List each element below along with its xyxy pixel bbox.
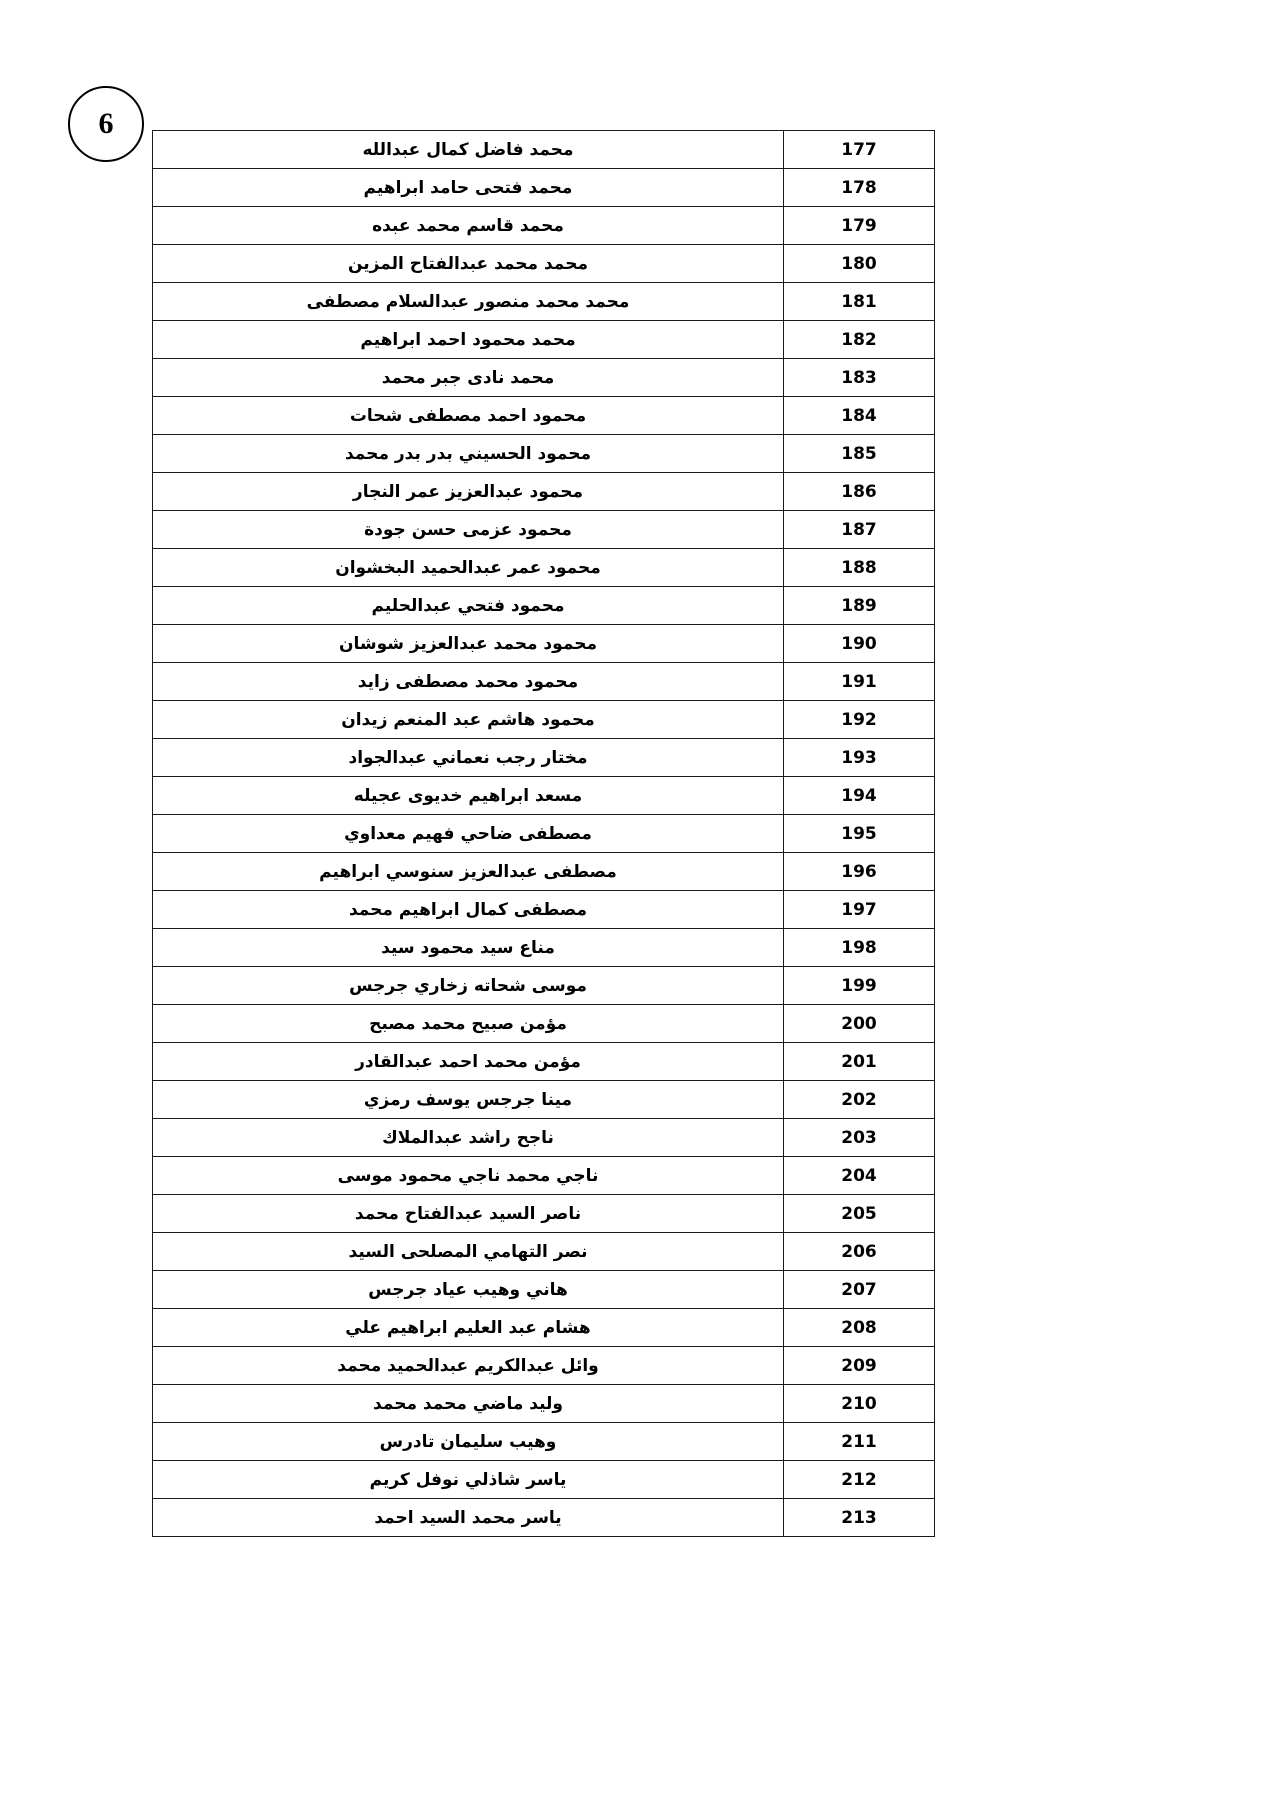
- row-number-cell: 180: [784, 245, 935, 283]
- row-name-cell: محمد محمد عبدالفتاح المزين: [153, 245, 784, 283]
- row-number-cell: 201: [784, 1043, 935, 1081]
- row-number-cell: 197: [784, 891, 935, 929]
- row-number-cell: 185: [784, 435, 935, 473]
- row-name-cell: محمود فتحي عبدالحليم: [153, 587, 784, 625]
- table-row: [153, 1347, 935, 1385]
- row-number-cell: 195: [784, 815, 935, 853]
- row-number-cell: 199: [784, 967, 935, 1005]
- row-number-cell: 179: [784, 207, 935, 245]
- row-name-cell: ناجح راشد عبدالملاك: [153, 1119, 784, 1157]
- row-number-cell: 200: [784, 1005, 935, 1043]
- row-name-cell: وليد ماضي محمد محمد: [153, 1385, 784, 1423]
- page-number-badge: 6: [68, 86, 144, 162]
- row-name-cell: محمد نادى جبر محمد: [153, 359, 784, 397]
- names-table-container: [152, 130, 935, 1537]
- row-name-cell: مينا جرجس يوسف رمزي: [153, 1081, 784, 1119]
- table-row: [153, 777, 935, 815]
- row-name-cell: مصطفى كمال ابراهيم محمد: [153, 891, 784, 929]
- row-number-cell: 194: [784, 777, 935, 815]
- row-number-cell: 187: [784, 511, 935, 549]
- row-name-cell: محمد فتحى حامد ابراهيم: [153, 169, 784, 207]
- table-row: [153, 207, 935, 245]
- row-number-cell: 188: [784, 549, 935, 587]
- table-row: [153, 587, 935, 625]
- table-row: [153, 701, 935, 739]
- row-name-cell: ناجي محمد ناجي محمود موسى: [153, 1157, 784, 1195]
- row-name-cell: محمد فاضل كمال عبدالله: [153, 131, 784, 169]
- row-name-cell: هاني وهيب عياد جرجس: [153, 1271, 784, 1309]
- row-number-cell: 205: [784, 1195, 935, 1233]
- row-name-cell: مناع سيد محمود سيد: [153, 929, 784, 967]
- row-name-cell: محمود الحسيني بدر بدر محمد: [153, 435, 784, 473]
- row-name-cell: محمود عزمى حسن جودة: [153, 511, 784, 549]
- row-name-cell: وهيب سليمان تادرس: [153, 1423, 784, 1461]
- table-row: [153, 1233, 935, 1271]
- row-name-cell: ياسر محمد السيد احمد: [153, 1499, 784, 1537]
- row-name-cell: ياسر شاذلي نوفل كريم: [153, 1461, 784, 1499]
- table-row: [153, 891, 935, 929]
- row-name-cell: محمود هاشم عبد المنعم زيدان: [153, 701, 784, 739]
- table-row: [153, 1119, 935, 1157]
- table-row: [153, 1081, 935, 1119]
- table-row: [153, 131, 935, 169]
- row-number-cell: 203: [784, 1119, 935, 1157]
- row-name-cell: ناصر السيد عبدالفتاح محمد: [153, 1195, 784, 1233]
- table-row: [153, 1271, 935, 1309]
- table-row: [153, 549, 935, 587]
- row-number-cell: 189: [784, 587, 935, 625]
- table-row: [153, 435, 935, 473]
- row-name-cell: نصر التهامي المصلحى السيد: [153, 1233, 784, 1271]
- row-name-cell: محمود عبدالعزيز عمر النجار: [153, 473, 784, 511]
- row-name-cell: وائل عبدالكريم عبدالحميد محمد: [153, 1347, 784, 1385]
- table-row: [153, 1499, 935, 1537]
- table-row: [153, 853, 935, 891]
- table-row: [153, 1461, 935, 1499]
- row-number-cell: 213: [784, 1499, 935, 1537]
- row-number-cell: 190: [784, 625, 935, 663]
- row-number-cell: 204: [784, 1157, 935, 1195]
- row-name-cell: محمد قاسم محمد عبده: [153, 207, 784, 245]
- row-name-cell: مصطفى ضاحي فهيم معداوي: [153, 815, 784, 853]
- row-number-cell: 177: [784, 131, 935, 169]
- table-row: [153, 397, 935, 435]
- names-table-body: [153, 131, 935, 1537]
- table-row: [153, 1309, 935, 1347]
- row-number-cell: 209: [784, 1347, 935, 1385]
- table-row: [153, 967, 935, 1005]
- row-name-cell: مؤمن صبيح محمد مصبح: [153, 1005, 784, 1043]
- row-name-cell: مصطفى عبدالعزيز سنوسي ابراهيم: [153, 853, 784, 891]
- row-number-cell: 202: [784, 1081, 935, 1119]
- table-row: [153, 1043, 935, 1081]
- row-number-cell: 192: [784, 701, 935, 739]
- table-row: [153, 929, 935, 967]
- table-row: [153, 625, 935, 663]
- row-name-cell: محمد محمد منصور عبدالسلام مصطفى: [153, 283, 784, 321]
- row-number-cell: 183: [784, 359, 935, 397]
- table-row: [153, 1195, 935, 1233]
- row-name-cell: محمد محمود احمد ابراهيم: [153, 321, 784, 359]
- row-name-cell: محمود احمد مصطفى شحات: [153, 397, 784, 435]
- row-name-cell: محمود محمد عبدالعزيز شوشان: [153, 625, 784, 663]
- table-row: [153, 1157, 935, 1195]
- row-number-cell: 193: [784, 739, 935, 777]
- row-name-cell: مسعد ابراهيم خديوى عجيله: [153, 777, 784, 815]
- row-number-cell: 208: [784, 1309, 935, 1347]
- row-number-cell: 191: [784, 663, 935, 701]
- table-row: [153, 511, 935, 549]
- row-name-cell: محمود عمر عبدالحميد البخشوان: [153, 549, 784, 587]
- table-row: [153, 245, 935, 283]
- table-row: [153, 321, 935, 359]
- row-name-cell: هشام عبد العليم ابراهيم علي: [153, 1309, 784, 1347]
- row-number-cell: 196: [784, 853, 935, 891]
- row-number-cell: 198: [784, 929, 935, 967]
- table-row: [153, 1385, 935, 1423]
- table-row: [153, 359, 935, 397]
- row-number-cell: 181: [784, 283, 935, 321]
- table-row: [153, 1005, 935, 1043]
- row-number-cell: 211: [784, 1423, 935, 1461]
- table-row: [153, 739, 935, 777]
- row-name-cell: موسى شحاته زخاري جرجس: [153, 967, 784, 1005]
- row-number-cell: 186: [784, 473, 935, 511]
- row-name-cell: مختار رجب نعماني عبدالجواد: [153, 739, 784, 777]
- names-table: [152, 130, 935, 1537]
- table-row: [153, 473, 935, 511]
- row-number-cell: 206: [784, 1233, 935, 1271]
- row-name-cell: مؤمن محمد احمد عبدالقادر: [153, 1043, 784, 1081]
- table-row: [153, 283, 935, 321]
- row-number-cell: 210: [784, 1385, 935, 1423]
- row-name-cell: محمود محمد مصطفى زايد: [153, 663, 784, 701]
- table-row: [153, 1423, 935, 1461]
- row-number-cell: 212: [784, 1461, 935, 1499]
- table-row: [153, 169, 935, 207]
- row-number-cell: 184: [784, 397, 935, 435]
- row-number-cell: 207: [784, 1271, 935, 1309]
- table-row: [153, 815, 935, 853]
- row-number-cell: 182: [784, 321, 935, 359]
- table-row: [153, 663, 935, 701]
- row-number-cell: 178: [784, 169, 935, 207]
